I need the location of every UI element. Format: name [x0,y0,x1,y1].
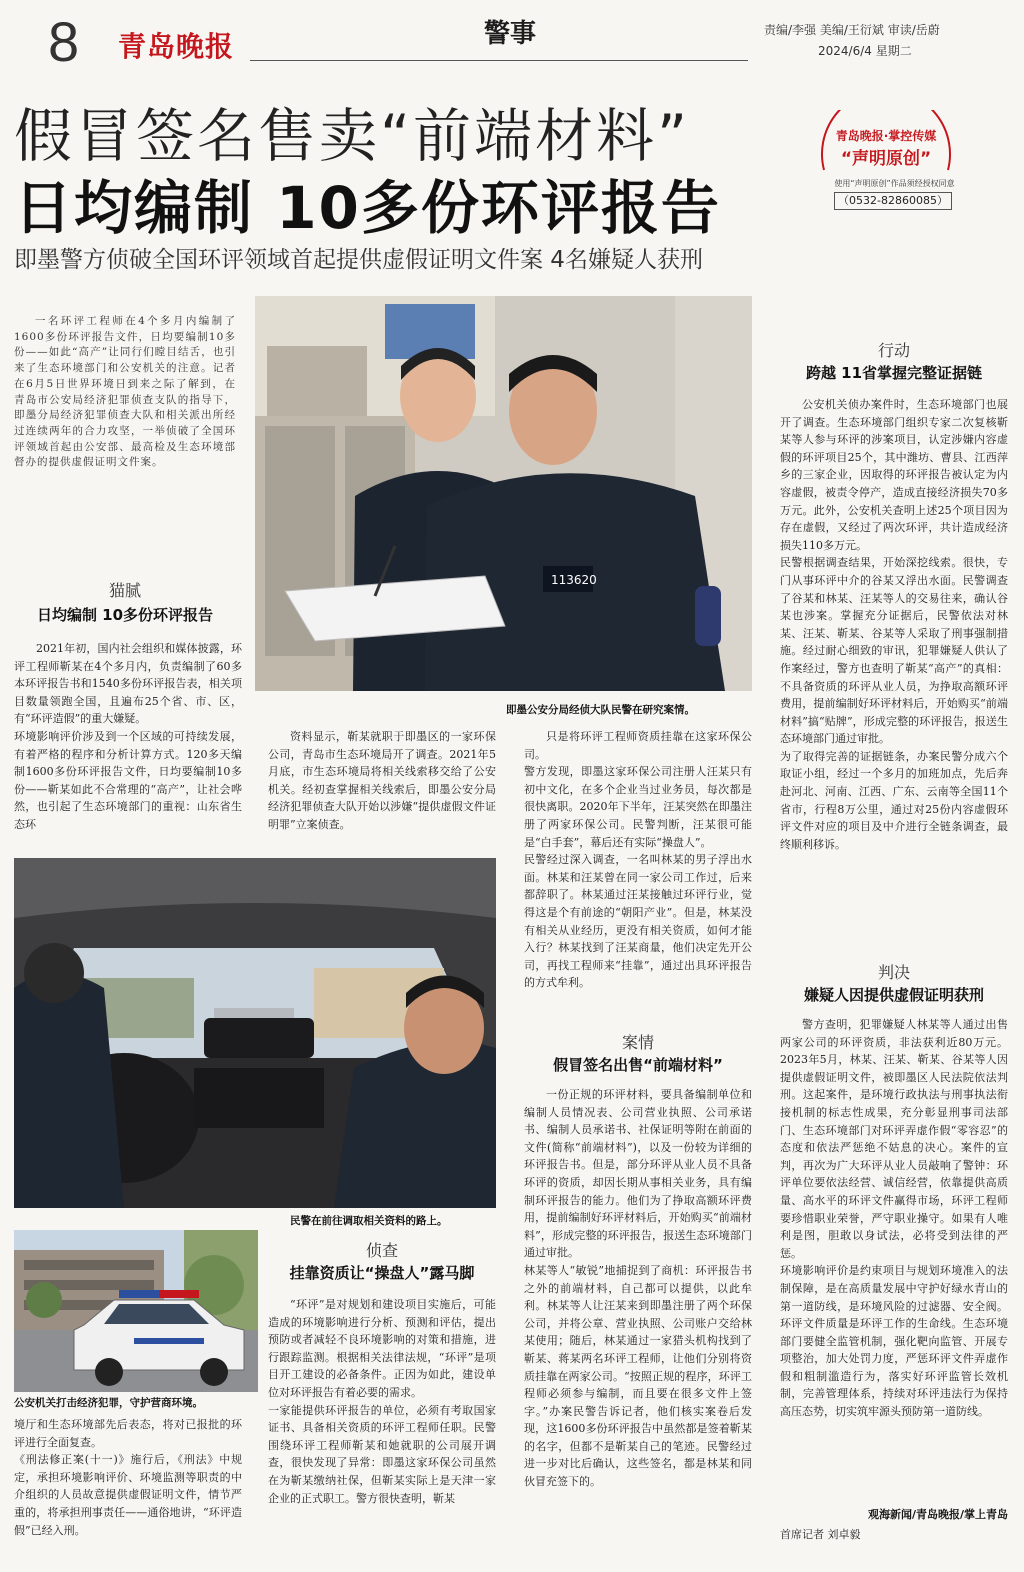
kicker-3: 案情 [621,1033,654,1052]
outlet-credit: 观海新闻/青岛晚报/掌上青岛 [867,1508,1008,1521]
photo-car-illustration [14,858,496,1208]
editor-credits: 责编/李强 美编/王衍斌 审读/岳蔚 [764,23,940,37]
issue-date: 2024/6/4 星期二 [818,44,912,58]
column-2b: “环评”是对规划和建设项目实施后，可能造成的环境影响进行分析、预测和评估，提出预防或者减轻不良环境影响的对策和措施，进行跟踪监测。根据相关法律法规，“环评”是项目开工建设的必备条件。正因为如此，建设单位对环评报告有着必要的需求。 一家能提供环评报告的单位，必须有考取国家证书、具备相关资质的环评工程师任职。民警围绕环评工程师靳某和她就职的公司展开调查，很快发现了异常：即墨这家环保公司虽然在为靳某缴纳社保，但靳某实际上是天津一家企业的正式职工。警方很快查明，靳某 [268,1298,496,1505]
photo-police-studying-case [255,296,752,691]
subhead-5: 嫌疑人因提供虚假证明获刑 [803,986,984,1004]
headline-line-2: 日均编制 10多份环评报告 [14,174,721,242]
photo-caption-3: 公安机关打击经济犯罪，守护营商环境。 [14,1397,203,1409]
stamp-line-3: 使用“声明原创”作品须经授权同意 [834,179,955,188]
headline-line-1: 假冒签名售卖“前端材料” [14,102,691,170]
kicker-1: 猫腻 [108,581,141,600]
reporter-credit: 首席记者 刘卓毅 [780,1528,861,1541]
kicker-4: 行动 [877,341,910,360]
column-3a: 只是将环评工程师资质挂靠在这家环保公司。 警方发现，即墨这家环保公司注册人汪某只有初中文化，在多个企业当过业务员，每次都是很快离职。2020年下半年，汪某突然在即墨注册了两家环保公司。民警判断，汪某很可能是“白手套”，幕后还有实际“操盘人”。 民警经过深入调查，一名叫林某的男子浮出水面。林某和汪某曾在同一家公司工作过，后来都辞职了。林某通过汪某接触过环评行业，觉得这是个有前途的“朝阳产业”。但是，林某没有相关从业经历，更没有相关资质，如何才能入行？林某找到了汪某商量，他们决定先开公司，再找工程师来“挂靠”，通过出具环评报告的方式牟利。 [524,730,752,990]
subhead-3: 假冒签名出售“前端材料” [553,1056,723,1074]
photo-caption-1: 即墨公安分局经侦大队民警在研究案情。 [506,704,695,716]
column-4a: 公安机关侦办案件时，生态环境部门也展开了调查。生态环境部门组织专家二次复核靳某等人参与环评的涉案项目，认定涉嫌内容虚假的环评项目25个，其中潍坊、曹县、江西萍乡的三家企业，因取得的环评报告被认定为内容虚假，被责令停产，造成直接经济损失70多万元。此外，公安机关查明上述25个项目因为存在虚假，又经过了两次环评，共计造成经济损失110多万元。 民警根据调查结果，开始深挖线索。很快，专门从事环评中介的谷某又浮出水面。民警调查了谷某和林某、汪某等人的交易往来，确认谷某也涉案。掌握充分证据后，民警依法对林某、汪某、靳某、谷某等人采取了刑事强制措施。经过耐心细致的审讯，犯罪嫌疑人供认了作案经过，警方也查明了靳某“高产”的真相：不具备资质的环评从业人员，为挣取高额环评费用，提前编制好环评材料后，开始购买“前端材料”搞“贴牌”，形成完整的环评报告，报送生态环境部门通过审批。 为了取得完善的证据链条，办案民警分成六个取证小组，经过一个多月的加班加点，先后奔赴河北、河南、江西、广东、云南等全国11个省市，行程8万公里，通过对25份内容虚假环评文件对应的项目及中介进行全链条调查，最终顺利移诉。 [780,398,1008,851]
column-1b: 境厅和生态环境部先后表态，将对已报批的环评进行全面复查。 《刑法修正案(十一)》施行后，《刑法》中规定，承担环境影响评价、环境监测等职责的中介组织的人员故意提供虚假证明文件，情节严重的，将承担刑事责任——通俗地讲，“环评造假”已经入刑。 [14,1418,242,1537]
photo-police-in-car [14,858,496,1208]
column-3b: 一份正规的环评材料，要具备编制单位和编制人员情况表、公司营业执照、公司承诺书、编制人员承诺书、社保证明等附在前面的文件(简称“前端材料”)，以及一份较为详细的环评报告书。但是，部分环评从业人员不具备环评的资质，却因长期从事相关业务，具有编制环评报告的能力。他们为了挣取高额环评费用，提前编制好环评材料后，开始购买“前端材料”，形成完整的环评报告，报送生态环境部门通过审批。 林某等人“敏锐”地捕捉到了商机：环评报告书之外的前端材料，自己都可以提供，以此牟利。林某等人让汪某来到即墨注册了两个环保公司，并将公章、营业执照、公司账户交给林某使用；随后，林某通过一家猎头机构找到了靳某、蒋某两名环评工程师，让他们分别将资质挂靠在两家公司。“按照正规的程序，环评工程师必须参与编制，而且要在很多文件上签字。”办案民警告诉记者，他们核实案卷后发现，这1600多份环评报告中虽然都是签着靳某的名字，但都不是靳某自己的笔迹。民警经过进一步对比后确认，这些签名，都是林某和同伙冒充签下的。 [524,1088,752,1489]
column-1a: 2021年初，国内社会组织和媒体披露，环评工程师靳某在4个多月内，负责编制了60多本环评报告书和1540多份环评报告表，相关项目数量领跑全国，且遍布25个省、市、区，有“环评造假”的重大嫌疑。 环境影响评价涉及到一个区域的可持续发展，有着严格的程序和分析计算方式。120多天编制1600多份环评报告文件，日均要编制10多份——靳某如此不合常理的“高产”，让社会哗然，也引起了生态环境部门的重视：山东省生态环 [14,642,242,831]
police-badge-number: 113620 [551,573,597,587]
kicker-2: 侦查 [365,1241,398,1260]
stamp-phone: （0532-82860085） [834,192,952,210]
subhead-4: 跨越 11省掌握完整证据链 [805,364,983,382]
subhead-2: 挂靠资质让“操盘人”露马脚 [289,1264,475,1282]
kicker-5: 判决 [877,963,910,982]
headline-deck: 即墨警方侦破全国环评领域首起提供虚假证明文件案 4名嫌疑人获刑 [14,247,703,273]
column-2a: 资料显示，靳某就职于即墨区的一家环保公司，青岛市生态环境局开了调查。2021年5月底，市生态环境局将相关线索移交给了公安机关。经初查掌握相关线索后，即墨公安分局经济犯罪侦查大队开始以涉嫌“提供虚假文件证明罪”立案侦查。 [268,730,496,831]
stamp-line-1: 青岛晚报·掌控传媒 [835,129,937,143]
column-4b: 警方查明，犯罪嫌疑人林某等人通过出售两家公司的环评资质，非法获利近80万元。2023年5月，林某、汪某、靳某、谷某等人因提供虚假证明文件，被即墨区人民法院依法判刑。这起案件，是环境行政执法与刑事执法衔接机制的标志性成果，充分彰显刑事司法部门、生态环境部门对环评弄虚作假“零容忍”的态度和依法严惩绝不姑息的决心。案件的宣判，再次为广大环评从业人员敲响了警钟：环评单位要依法经营、诚信经营，依靠提供高质量、高水平的环评文件赢得市场，环评工程师要珍惜职业荣誉，严守职业操守。如果有人唯利是图，胆敢以身试法，必将受到法律的严惩。 环境影响评价是约束项目与规划环境准入的法制保障，是在高质量发展中守护好绿水青山的第一道防线，是环境风险的过滤器、安全阀。环评文件质量是环评工作的生命线。生态环境部门要健全监管机制，强化靶向监管、开展专项整治，加大处罚力度，严惩环评文件弄虚作假和粗制滥造行为，落实好环评监管长效机制，完善管理体系，持续对环评违法行为保持高压态势，切实筑牢源头预防第一道防线。 [780,1018,1008,1419]
lead-paragraph: 一名环评工程师在4个多月内编制了1600多份环评报告文件，日均要编制10多份——如此“高产”让同行们瞠目结舌，也引来了生态环境部门和公安机关的注意。记者在6月5日世界环境日到来之际了解到，在青岛市公安局经济犯罪侦查支队的指导下，即墨分局经济犯罪侦查大队和相关派出所经过连续两年的合力攻坚，一举侦破了全国环评领域首起由公安部、最高检及生态环境部督办的提供虚假证明文件案。 [14,315,236,469]
page-number: 8 [48,10,80,73]
section-name: 警事 [483,19,536,49]
photo-caption-2: 民警在前往调取相关资料的路上。 [290,1215,448,1227]
masthead-rule [250,60,748,61]
photo-police-car-illustration [14,1230,258,1392]
subhead-1: 日均编制 10多份环评报告 [36,606,214,624]
photo-police-illustration [255,296,752,691]
photo-police-car [14,1230,258,1392]
original-content-stamp [812,110,977,225]
stamp-line-2: “声明原创” [840,149,932,169]
newspaper-logo: 青岛晚报 [118,30,235,63]
